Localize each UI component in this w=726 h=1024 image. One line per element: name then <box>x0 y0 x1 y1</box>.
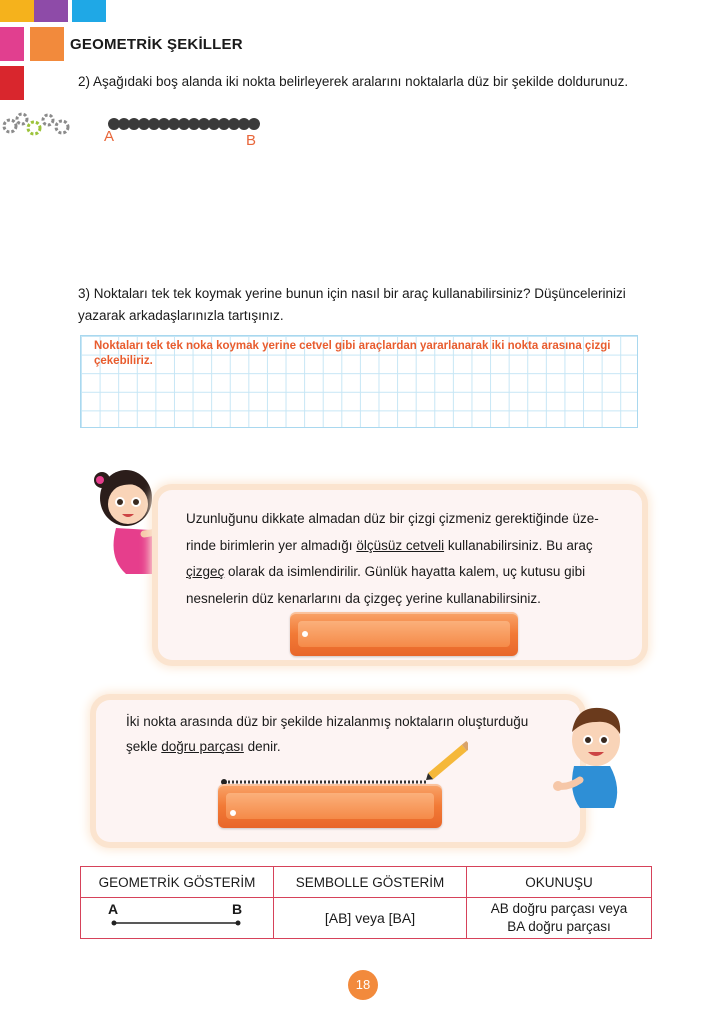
gears-icon <box>0 108 74 140</box>
info1-line3: çizgeç olarak da isimlendirilir. Günlük hayatta kalem, uç kutusu gibi <box>186 564 586 579</box>
question-2-text: 2) Aşağıdaki boş alanda iki nokta belirleyerek aralarını noktalarla düz bir şekilde doldurunuz. <box>78 74 629 89</box>
table-point-a-label: A <box>108 901 119 917</box>
page-number: 18 <box>348 970 378 1000</box>
question-3-text <box>78 283 626 327</box>
dotted-segment <box>108 117 258 131</box>
point-a-label: A <box>104 128 115 145</box>
question-3-line2: yazarak arkadaşlarınızla tartışınız. <box>78 308 284 323</box>
question-3-line1: 3) Noktaları tek tek koymak yerine bunun için nasıl bir araç kullanabilirsiniz? Düşüncelerinizi <box>78 286 626 301</box>
deco-square-purple <box>34 0 68 22</box>
deco-square-red <box>0 66 24 100</box>
table-header-geometric: GEOMETRİK GÖSTERİM <box>81 867 274 898</box>
table-cell-reading <box>467 898 652 939</box>
info2-line1: İki nokta arasında düz bir şekilde hizalanmış noktaların oluşturduğu <box>126 714 529 729</box>
ruler-illustration-2 <box>218 784 442 828</box>
point-b-label: B <box>246 132 257 149</box>
info-box-ruler-text <box>186 506 632 612</box>
segment-table <box>80 866 652 939</box>
info1-line2: rinde birimlerin yer almadığı ölçüsüz cetveli kullanabilirsiniz. Bu araç <box>186 537 593 553</box>
deco-square-cyan <box>72 0 106 22</box>
table-segment-line <box>110 919 242 927</box>
handwritten-answer <box>94 339 624 368</box>
deco-square-orange <box>30 27 64 61</box>
info2-line2: şekle doğru parçası denir. <box>126 739 281 754</box>
info1-line1: Uzunluğunu dikkate almadan düz bir çizgi çizmeniz gerektiğinde üze- <box>186 511 599 526</box>
answer-line1: Noktaları tek tek noka koymak yerine cetvel gibi araçlardan yararlanarak iki nokta arasına çizgi <box>94 340 611 352</box>
pencil-line-illustration <box>218 740 468 786</box>
table-header-reading: OKUNUŞU <box>467 867 652 898</box>
ruler-illustration <box>290 612 518 656</box>
deco-square-yellow <box>0 0 34 22</box>
table-header-symbol: SEMBOLLE GÖSTERİM <box>274 867 467 898</box>
reading-line2: BA doğru parçası <box>507 919 611 934</box>
boy-character-illustration <box>552 700 626 808</box>
reading-line1: AB doğru parçası veya <box>490 901 628 916</box>
page-title: GEOMETRİK ŞEKİLLER <box>70 36 243 53</box>
info1-line4: nesnelerin düz kenarlarını da çizgeç yerine kullanabilirsiniz. <box>186 590 541 606</box>
table-cell-geometric <box>81 898 274 939</box>
term-dogru-parcasi: doğru parçası <box>161 739 244 754</box>
term-olcusuz-cetvel: ölçüsüz cetveli <box>356 537 445 553</box>
term-cizgec: çizgeç <box>186 564 225 579</box>
deco-square-pink <box>0 27 24 61</box>
answer-line2: çekebiliriz. <box>94 354 153 367</box>
table-cell-symbol: [AB] veya [BA] <box>274 898 467 939</box>
table-point-b-label: B <box>232 901 243 917</box>
